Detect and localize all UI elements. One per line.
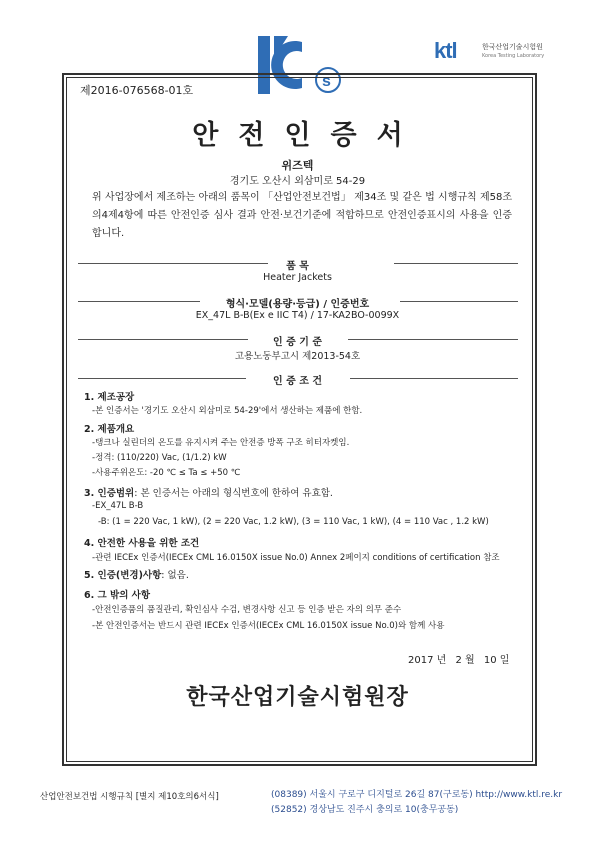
- section-line: -본 인증서는 '경기도 오산시 외삼미로 54-29'에서 생산하는 제품에 한함.: [92, 406, 363, 416]
- section-title: 4. 안전한 사용을 위한 조건: [84, 538, 200, 549]
- section-title-text: 5. 인증(변경)사항: [84, 570, 162, 581]
- section-line: -본 안전인증서는 반드시 관련 IECEx 인증서(IECEx CML 16.0150X issue No.0)와 함께 사용: [92, 621, 445, 631]
- certification-statement: 위 사업장에서 제조하는 아래의 품목이 「산업안전보건법」 제34조 및 같은 법 시행규칙 제58조의4제4항에 따른 안전인증 심사 결과 안전·보건기준에 적합하므로 안전인증표시의 사용을 인증합니다.: [92, 192, 512, 239]
- contact-address-jinju: (52852) 경상남도 진주시 충의로 10(충무공동): [271, 805, 459, 815]
- ktl-english-name: Korea Testing Laboratory: [482, 53, 545, 59]
- model-label: 형식·모델(용량·등급) / 인증번호: [225, 299, 370, 310]
- issue-year: 2017 년: [408, 655, 447, 666]
- section-title: 2. 제품개요: [84, 424, 135, 435]
- company-name: 위즈텍: [281, 159, 314, 172]
- section-title: 6. 그 밖의 사항: [84, 590, 151, 601]
- section-line: -EX_47L B-B: [92, 501, 144, 511]
- standard-label: 인 증 기 준: [272, 337, 323, 348]
- certificate-number: 제2016-076568-01호: [80, 84, 194, 97]
- conditions-label: 인 증 조 건: [272, 376, 323, 387]
- section-title: [84, 485, 333, 499]
- issue-day: 10 일: [483, 655, 510, 666]
- section-title-text: 3. 인증범위: [84, 488, 135, 499]
- section-inline-text: : 없음.: [161, 570, 189, 581]
- section-line: -관련 IECEx 인증서(IECEx CML 16.0150X issue No.0) Annex 2페이지 conditions of certification 참조: [92, 553, 500, 563]
- ktl-logo: [434, 38, 564, 68]
- issuer-name: 한국산업기술시험원장: [186, 685, 409, 710]
- issue-date: [408, 651, 515, 666]
- contact-address-seoul: (08389) 서울시 구로구 디지털로 26길 87(구로동) http://www.ktl.re.kr: [271, 790, 563, 800]
- ktl-mark: ktl: [434, 38, 457, 63]
- company-address: 경기도 오산시 외삼미로 54-29: [229, 176, 366, 187]
- section-line: -B: (1 = 220 Vac, 1 kW), (2 = 220 Vac, 1.2 kW), (3 = 110 Vac, 1 kW), (4 = 110 Vac , 1.2 kW): [98, 517, 489, 527]
- section-line: -안전인증품의 품질관리, 확인심사 수검, 변경사항 신고 등 인증 받은 자의 의무 준수: [92, 605, 402, 615]
- item-value: Heater Jackets: [263, 272, 332, 283]
- issue-month: 2 월: [455, 655, 475, 666]
- section-title: [84, 567, 189, 581]
- section-inline-text: : 본 인증서는 아래의 형식번호에 한하여 유효함.: [134, 488, 333, 499]
- svg-text:s: s: [322, 73, 331, 90]
- model-value: EX_47L B-B(Ex e IIC T4) / 17-KA2BO-0099X: [195, 310, 400, 321]
- certificate-title: 안전인증서: [192, 120, 423, 151]
- section-line: -탱크나 실린더의 온도를 유지시켜 주는 안전증 방폭 구조 히터자켓임.: [92, 438, 350, 448]
- ktl-name: 한국산업기술시험원: [482, 43, 543, 51]
- section-line: -정격: (110/220) Vac, (1/1.2) kW: [92, 453, 227, 463]
- form-reference: 산업안전보건법 시행규칙 [별지 제10호의6서식]: [40, 792, 219, 802]
- section-title: 1. 제조공장: [84, 392, 135, 403]
- section-line: -사용주위온도: -20 ℃ ≤ Ta ≤ +50 ℃: [92, 468, 241, 478]
- item-label: 품 목: [286, 261, 309, 272]
- standard-value: 고용노동부고시 제2013-54호: [234, 351, 361, 362]
